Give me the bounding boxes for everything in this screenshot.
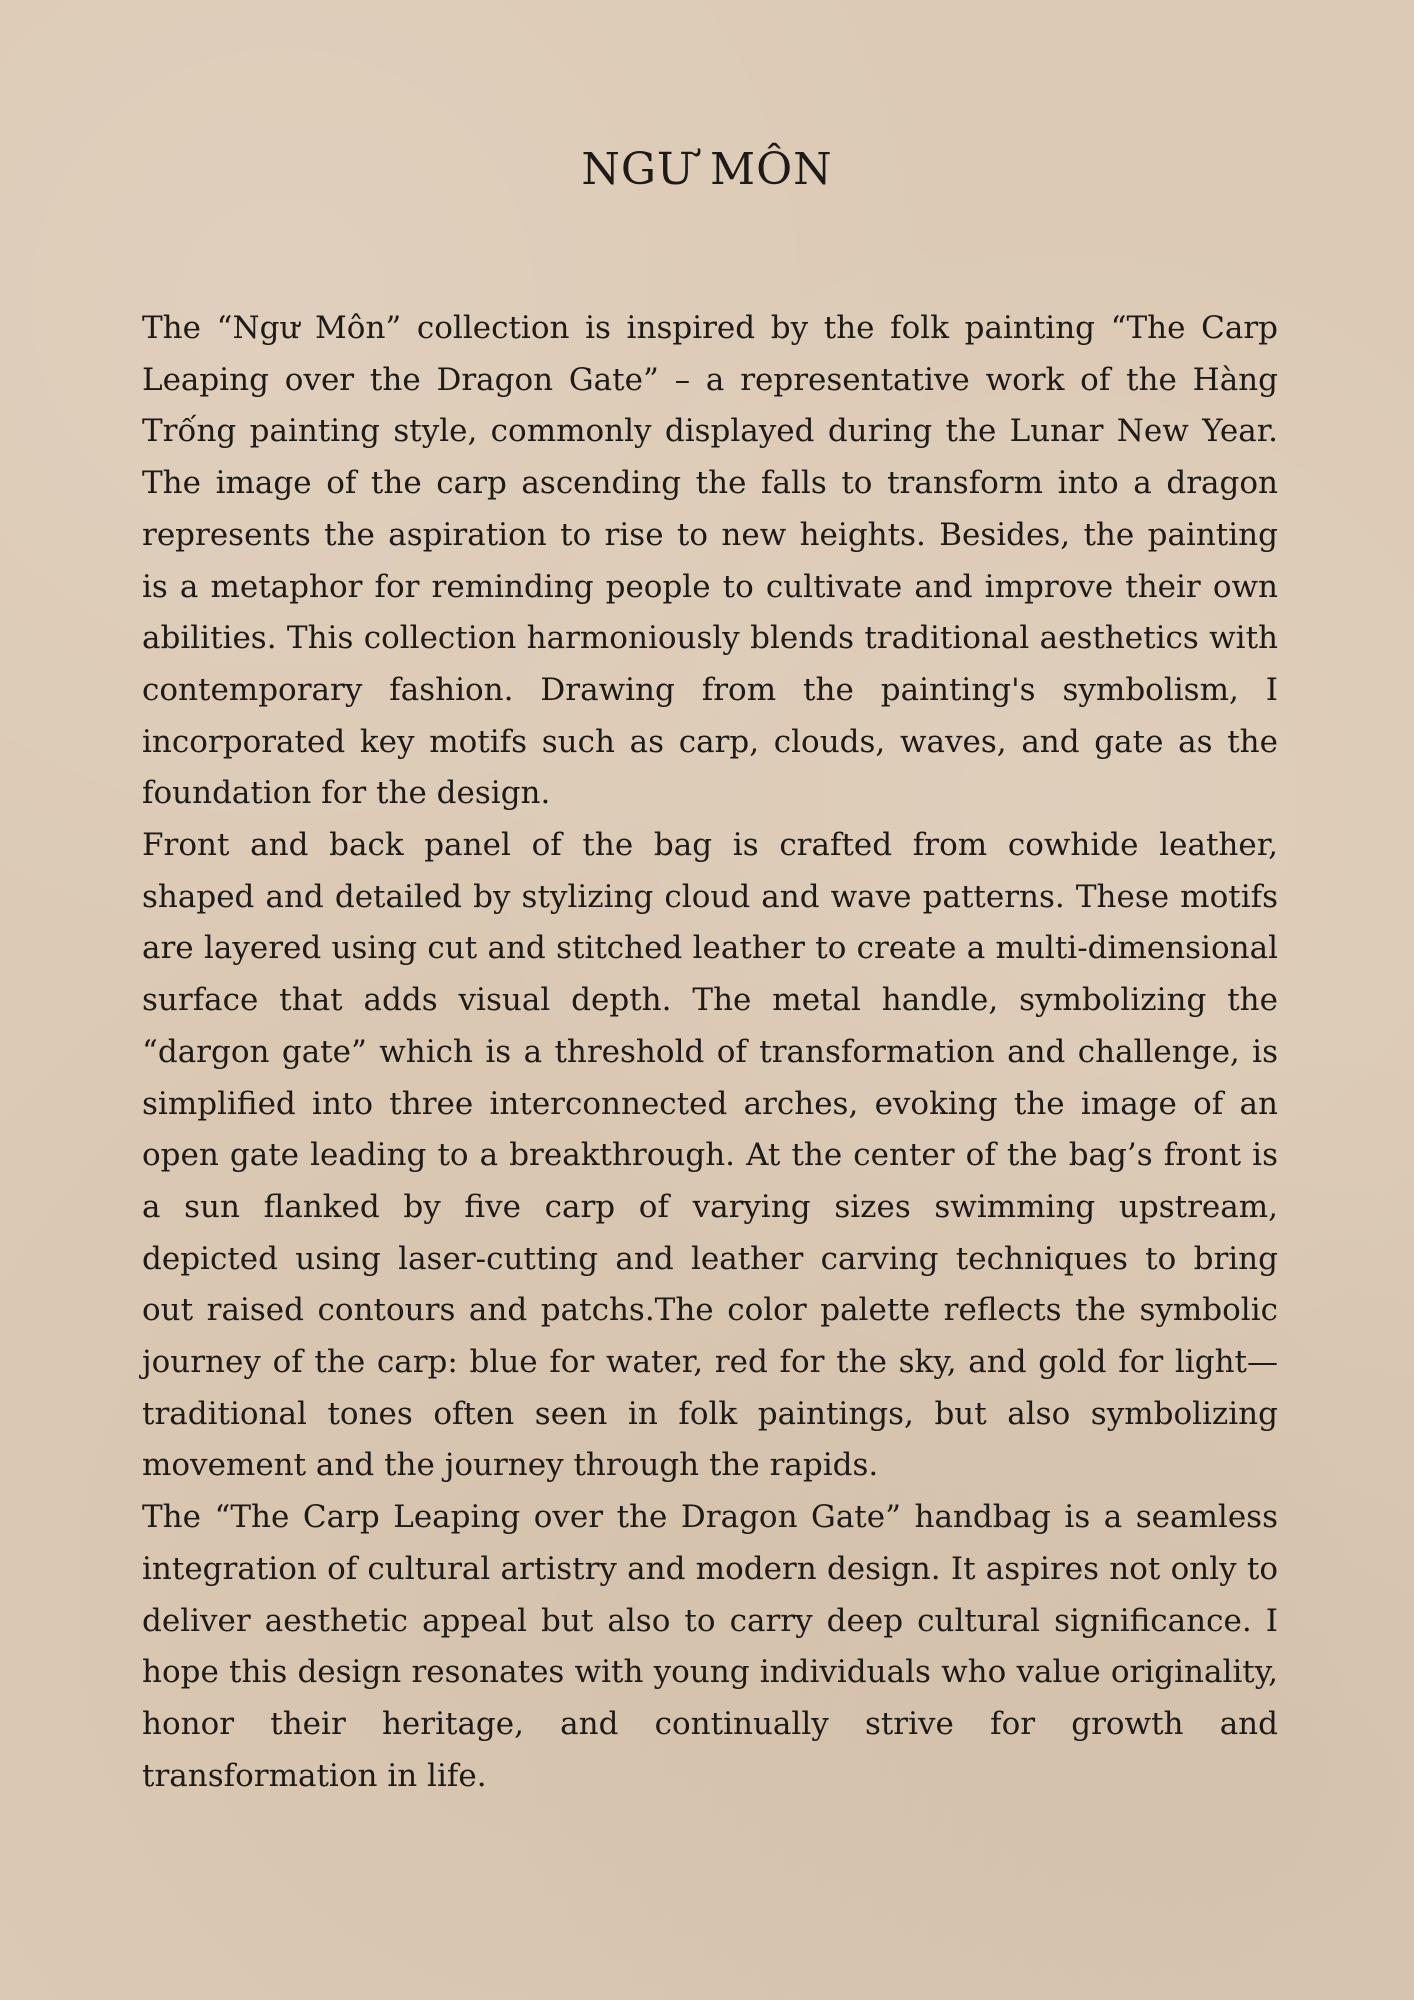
paragraph-materials: Front and back panel of the bag is crafted from cowhide leather, shaped and detailed by stylizing cloud and wave patterns. These motifs are layered using cut and stitched leather to create a multi-dimensional surface that adds visual depth. The metal handle, symbolizing the “dargon gate” which is a threshold of transformation and challenge, is simplified into three interconnected arches, evoking the image of an open gate leading to a breakthrough. At the center of the bag’s front is a sun flanked by five carp of varying sizes swimming upstream, depicted using laser-cutting and leather carving techniques to bring out raised contours and patchs.The color palette reflects the symbolic journey of the carp: blue for water, red for the sky, and gold for light—traditional tones often seen in folk paintings, but also symbolizing movement and the journey through the rapids. — [142, 827, 1278, 1484]
paragraph-conclusion: The “The Carp Leaping over the Dragon Gate” handbag is a seamless integration of cultural artistry and modern design. It aspires not only to deliver aesthetic appeal but also to carry deep cultural significance. I hope this design resonates with young individuals who value originality, honor their heritage, and continually strive for growth and transformation in life. — [142, 1499, 1278, 1794]
document-body — [142, 303, 1278, 1802]
paragraph-intro: The “Ngư Môn” collection is inspired by the folk painting “The Carp Leaping over the Dragon Gate” – a representative work of the Hàng Trống painting style, commonly displayed during the Lunar New Year. The image of the carp ascending the falls to transform into a dragon represents the aspiration to rise to new heights. Besides, the painting is a metaphor for reminding people to cultivate and improve their own abilities. This collection harmoniously blends traditional aesthetics with contemporary fashion. Drawing from the painting's symbolism, I incorporated key motifs such as carp, clouds, waves, and gate as the foundation for the design. — [142, 310, 1278, 812]
page-title: NGƯ MÔN — [581, 144, 833, 195]
